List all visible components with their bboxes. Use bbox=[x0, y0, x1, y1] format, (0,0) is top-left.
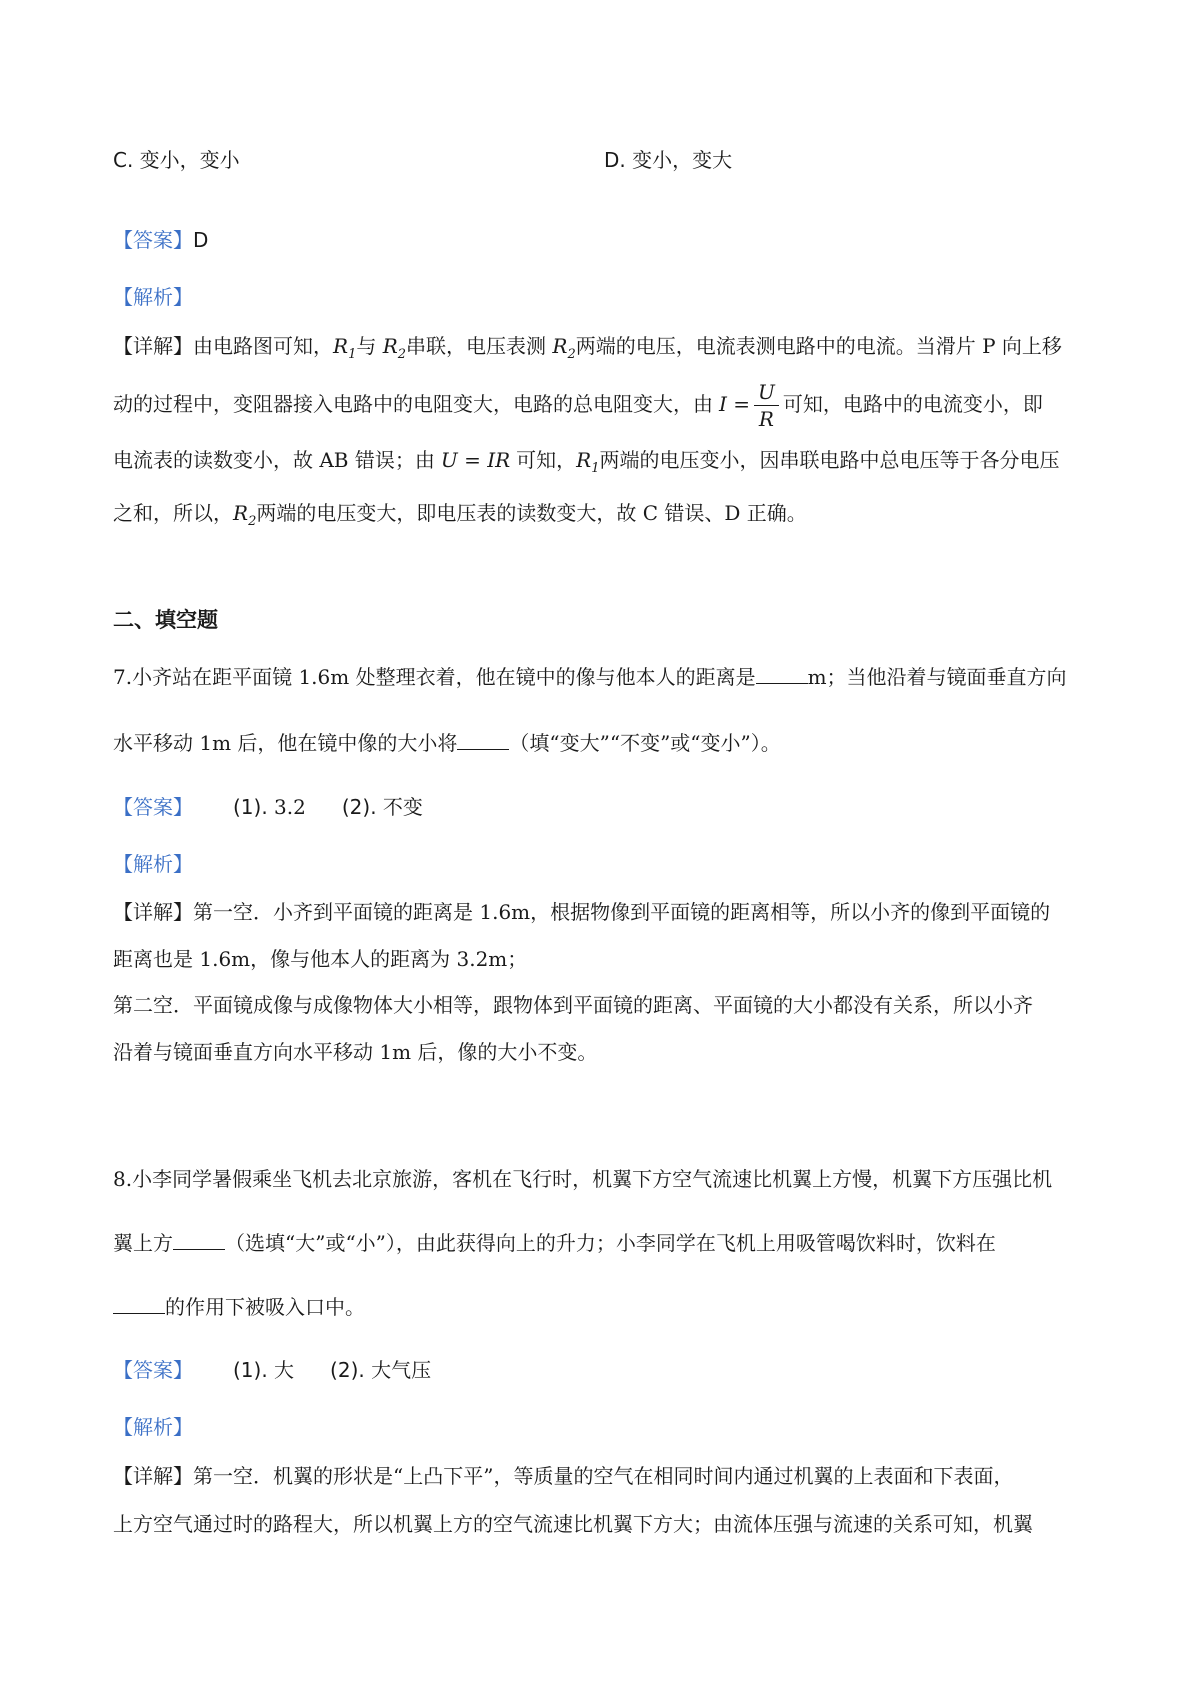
q8-analysis-tag: 【解析】 bbox=[113, 1415, 193, 1439]
section-heading: 二、填空题 bbox=[113, 608, 218, 632]
answer-blank bbox=[756, 667, 808, 684]
q7-question-line-1 bbox=[113, 663, 1067, 691]
detail-text: 第一空．小齐到平面镜的距离是 1.6m，根据物像到平面镜的距离相等，所以小齐的像到平面镜的 bbox=[193, 900, 1051, 924]
r1-subscript: 1 bbox=[348, 347, 357, 362]
q7-detail-line-3: 第二空．平面镜成像与成像物体大小相等，跟物体到平面镜的距离、平面镜的大小都没有关系，所以小齐 bbox=[113, 993, 1033, 1017]
question-text: 7.小齐站在距平面镜 1.6m 处整理衣着，他在镜中的像与他本人的距离是 bbox=[113, 665, 756, 689]
answer-blank bbox=[173, 1233, 225, 1250]
answer-tag: 【答案】 bbox=[113, 795, 193, 819]
r1-subscript: 1 bbox=[591, 461, 600, 476]
q6-analysis-tag: 【解析】 bbox=[113, 285, 193, 309]
q6-detail-line-1 bbox=[113, 332, 1062, 369]
q7-answer bbox=[113, 793, 423, 821]
question-text: （填“变大”“不变”或“变小”）。 bbox=[509, 731, 781, 755]
q8-question-line-1: 8.小李同学暑假乘坐飞机去北京旅游，客机在飞行时，机翼下方空气流速比机翼上方慢，机翼下方压强比机 bbox=[113, 1167, 1053, 1191]
question-text: （选填“大”或“小”），由此获得向上的升力；小李同学在飞机上用吸管喝饮料时，饮料在 bbox=[225, 1231, 996, 1255]
answer-1-value: 大 bbox=[274, 1358, 295, 1382]
detail-tag: 【详解】 bbox=[113, 900, 193, 924]
detail-tag: 【详解】 bbox=[113, 334, 193, 358]
detail-text: 两端的电压，电流表测电路中的电流。当滑片 P 向上移 bbox=[575, 334, 1062, 358]
answer-value: D bbox=[193, 228, 209, 252]
r2-symbol: R bbox=[233, 501, 249, 525]
detail-text: 第一空．机翼的形状是“上凸下平”，等质量的空气在相同时间内通过机翼的上表面和下表面， bbox=[193, 1464, 1014, 1488]
q7-question-line-2 bbox=[113, 729, 781, 757]
option-d: D. 变小，变大 bbox=[604, 148, 733, 172]
q8-question-line-2 bbox=[113, 1229, 996, 1257]
answer-2-value: 不变 bbox=[382, 795, 423, 819]
q7-detail-line-2: 距离也是 1.6m，像与他本人的距离为 3.2m； bbox=[113, 947, 528, 971]
answer-tag: 【答案】 bbox=[113, 228, 193, 252]
q8-question-line-3 bbox=[113, 1293, 365, 1321]
answer-2-label: (2). bbox=[330, 1358, 365, 1382]
detail-text: 动的过程中，变阻器接入电路中的电阻变大，电路的总电阻变大，由 bbox=[113, 392, 713, 416]
r1-symbol: R bbox=[576, 448, 592, 472]
detail-text: 可知， bbox=[516, 448, 577, 472]
fraction-denominator: R bbox=[758, 407, 774, 431]
answer-1-label: (1). bbox=[233, 795, 268, 819]
fraction-numerator: U bbox=[754, 379, 779, 406]
detail-text: 与 bbox=[356, 334, 383, 358]
question-text: 翼上方 bbox=[113, 1231, 173, 1255]
q7-detail-line-1 bbox=[113, 898, 1050, 926]
r2-symbol: R bbox=[382, 334, 398, 358]
detail-text: 串联，电压表测 bbox=[406, 334, 553, 358]
detail-tag: 【详解】 bbox=[113, 1464, 193, 1488]
r2-symbol: R bbox=[552, 334, 568, 358]
q6-detail-line-4 bbox=[113, 499, 807, 536]
r2-subscript: 2 bbox=[397, 347, 407, 362]
answer-1-label: (1). bbox=[233, 1358, 268, 1382]
question-text: 水平移动 1m 后，他在镜中像的大小将 bbox=[113, 731, 458, 755]
ohm-fraction bbox=[754, 379, 779, 432]
detail-text: 两端的电压变小，因串联电路中总电压等于各分电压 bbox=[599, 448, 1060, 472]
q7-detail-line-4: 沿着与镜面垂直方向水平移动 1m 后，像的大小不变。 bbox=[113, 1040, 598, 1064]
q6-detail-line-2 bbox=[113, 378, 1043, 432]
answer-2-value: 大气压 bbox=[371, 1358, 432, 1382]
r1-symbol: R bbox=[333, 334, 349, 358]
q6-answer bbox=[113, 226, 208, 254]
answer-2-label: (2). bbox=[341, 795, 377, 819]
option-c: C. 变小，变小 bbox=[113, 148, 240, 172]
detail-text: 之和，所以， bbox=[113, 501, 233, 525]
question-text: m；当他沿着与镜面垂直方向 bbox=[807, 665, 1067, 689]
q8-detail-line-2: 上方空气通过时的路程大，所以机翼上方的空气流速比机翼下方大；由流体压强与流速的关系可知，机翼 bbox=[113, 1512, 1033, 1536]
answer-blank bbox=[113, 1297, 165, 1314]
question-text: 的作用下被吸入口中。 bbox=[165, 1295, 365, 1319]
answer-blank bbox=[457, 733, 509, 750]
q7-analysis-tag: 【解析】 bbox=[113, 852, 193, 876]
detail-text: 电流表的读数变小，故 AB 错误；由 bbox=[113, 448, 435, 472]
formula-lhs: I = bbox=[719, 392, 751, 416]
r2-subscript: 2 bbox=[248, 514, 257, 529]
answer-1-value: 3.2 bbox=[274, 795, 306, 819]
formula-uir: U = IR bbox=[440, 448, 511, 472]
r2-subscript: 2 bbox=[567, 347, 576, 362]
detail-text: 两端的电压变大，即电压表的读数变大，故 C 错误、D 正确。 bbox=[256, 501, 807, 525]
q8-detail-line-1 bbox=[113, 1462, 1013, 1490]
detail-text: 由电路图可知， bbox=[193, 334, 333, 358]
q8-answer bbox=[113, 1356, 431, 1384]
q6-detail-line-3 bbox=[113, 446, 1060, 483]
answer-tag: 【答案】 bbox=[113, 1358, 193, 1382]
detail-text: 可知，电路中的电流变小，即 bbox=[782, 392, 1043, 416]
